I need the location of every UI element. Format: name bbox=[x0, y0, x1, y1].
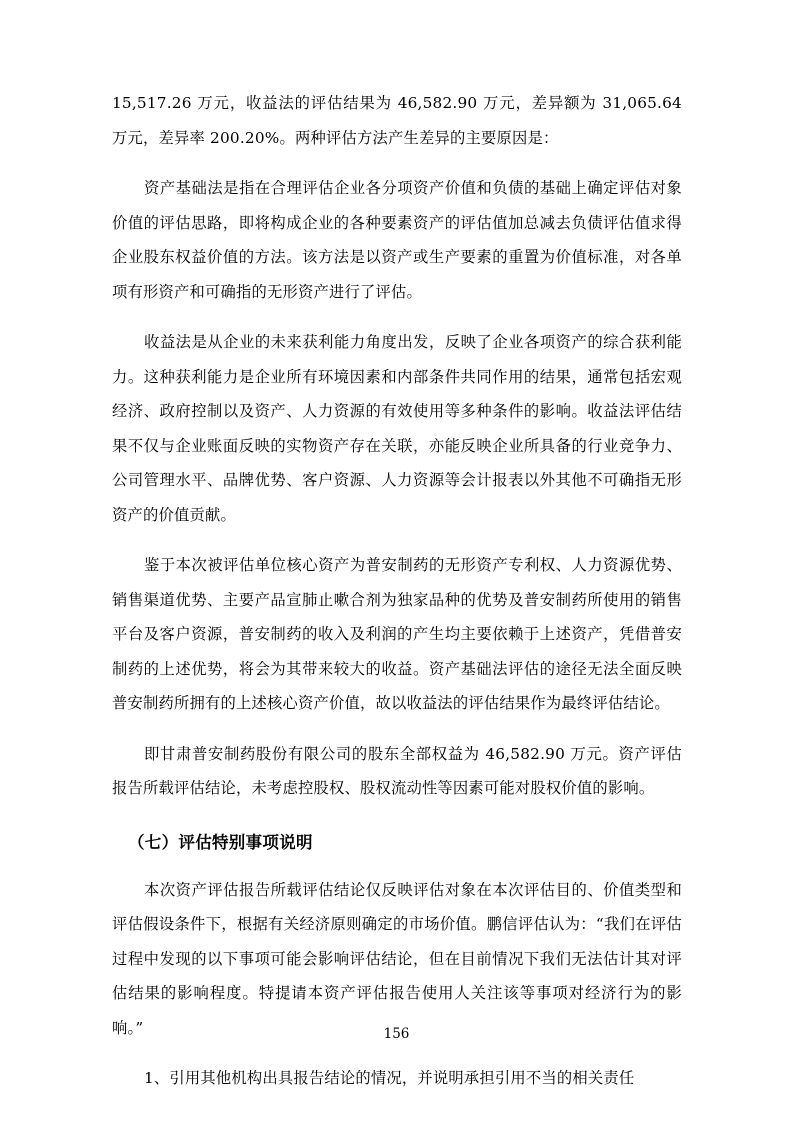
spacer bbox=[112, 1045, 682, 1061]
page-number: 156 bbox=[383, 1026, 410, 1042]
paragraph-special-matters-statement: 本次资产评估报告所载评估结论仅反映评估对象在本次评估目的、价值类型和评估假设条件下，根据有关经济原则确定的市场价值。鹏信评估认为：“我们在评估过程中发现的以下事项可能会影响评估结论，但在目前情况下我们无法估计其对评估结果的影响程度。特提请本资产评估报告使用人关注该等事项对经济行为的影响。” bbox=[112, 880, 682, 1037]
paragraph-conclusion-value: 即甘肃普安制药股份有限公司的股东全部权益为 46,582.90 万元。资产评估报告所载评估结论，未考虑控股权、股权流动性等因素可能对股权价值的影响。 bbox=[112, 744, 682, 797]
document-body bbox=[112, 86, 682, 1096]
spacer bbox=[112, 155, 682, 171]
spacer bbox=[112, 309, 682, 325]
paragraph-income-method: 收益法是从企业的未来获利能力角度出发，反映了企业各项资产的综合获利能力。这种获利能力是企业所有环境因素和内部条件共同作用的结果，通常包括宏观经济、政府控制以及资产、人力资源的有效使用等多种条件的影响。收益法评估结果不仅与企业账面反映的实物资产存在关联，亦能反映企业所具备的行业竞争力、公司管理水平、品牌优势、客户资源、人力资源等会计报表以外其他不可确指无形资产的价值贡献。 bbox=[112, 333, 682, 524]
paragraph-intro: 15,517.26 万元，收益法的评估结果为 46,582.90 万元，差异额为 31,065.64 万元，差异率 200.20%。两种评估方法产生差异的主要原因是： bbox=[112, 94, 682, 147]
paragraph-item-1: 1、引用其他机构出具报告结论的情况，并说明承担引用不当的相关责任 bbox=[144, 1069, 635, 1087]
spacer bbox=[112, 860, 682, 873]
paragraph-asset-based-method: 资产基础法是指在合理评估企业各分项资产价值和负债的基础上确定评估对象价值的评估思路，即将构成企业的各种要素资产的评估值加总减去负债评估值求得企业股东权益价值的方法。该方法是以资产或生产要素的重置为价值标准，对各单项有形资产和可确指的无形资产进行了评估。 bbox=[112, 179, 682, 301]
paragraph-core-assets: 鉴于本次被评估单位核心资产为普安制药的无形资产专利权、人力资源优势、销售渠道优势、主要产品宣肺止嗽合剂为独家品种的优势及普安制药所使用的销售平台及客户资源，普安制药的收入及利润的产生均主要依赖于上述资产，凭借普安制药的上述优势，将会为其带来较大的收益。资产基础法评估的途径无法全面反映普安制药所拥有的上述核心资产价值，故以收益法的评估结果作为最终评估结论。 bbox=[112, 556, 682, 712]
spacer bbox=[112, 806, 682, 826]
section-heading-special-matters: （七）评估特别事项说明 bbox=[128, 832, 313, 852]
spacer bbox=[112, 721, 682, 737]
spacer bbox=[112, 532, 682, 548]
